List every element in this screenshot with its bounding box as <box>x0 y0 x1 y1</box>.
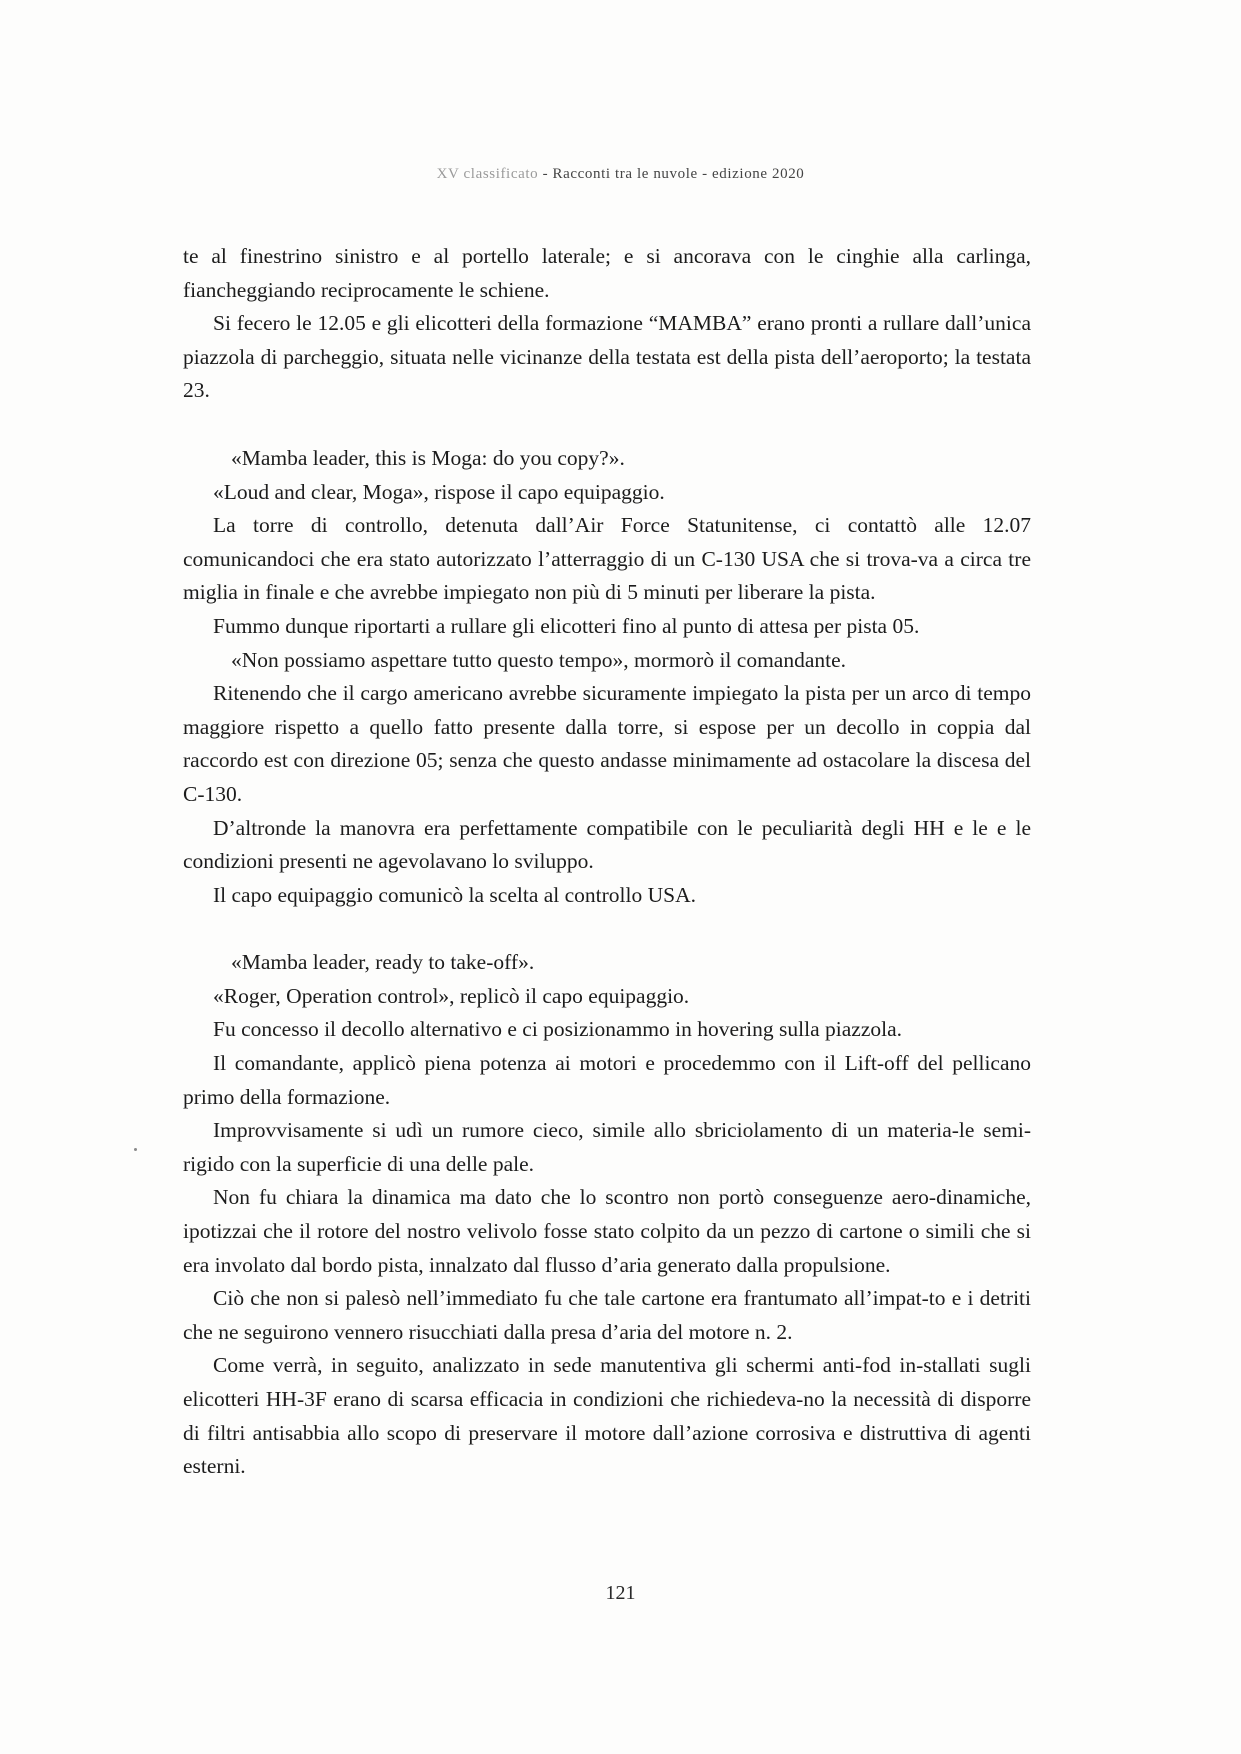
running-header <box>0 166 1241 183</box>
dialogue-line: «Roger, Operation control», replicò il capo equipaggio. <box>213 983 690 1008</box>
paragraph: Come verrà, in seguito, analizzato in sede manutentiva gli schermi anti-fod in-stallati sugli elicotteri HH-3F erano di scarsa efficacia in condizioni che richiedeva-no la necessità di disporre di filtri antisabbia allo scopo di preservare il motore dall’azione corrosiva e distruttiva di agenti esterni. <box>183 1353 1031 1479</box>
header-separator: - <box>538 166 553 182</box>
paragraph: Ritenendo che il cargo americano avrebbe sicuramente impiegato la pista per un arco di tempo maggiore rispetto a quello fatto presente dalla torre, si espose per un decollo in coppia dal raccordo est con direzione 05; senza che questo andasse minimamente ad ostacolare la discesa del C-130. <box>183 681 1031 806</box>
paragraph: D’altronde la manovra era perfettamente compatibile con le peculiarità degli HH e le e le condizioni presenti ne agevolavano lo sviluppo. <box>183 815 1031 874</box>
header-rank: XV classificato <box>436 166 539 182</box>
page-number: 121 <box>605 1582 636 1604</box>
dialogue-line: «Mamba leader, this is Moga: do you copy?». <box>231 445 625 470</box>
paragraph: Fummo dunque riportarti a rullare gli elicotteri fino al punto di attesa per pista 05. <box>213 613 920 638</box>
paragraph: Fu concesso il decollo alternativo e ci posizionammo in hovering sulla piazzola. <box>213 1017 903 1042</box>
paragraph: te al finestrino sinistro e al portello laterale; e si ancorava con le cinghie alla carlinga, fiancheggiando reciprocamente le schiene. <box>183 244 1031 302</box>
header-separator: - <box>697 166 713 182</box>
dialogue-line: «Non possiamo aspettare tutto questo tempo», mormorò il comandante. <box>231 647 847 672</box>
header-edition: edizione 2020 <box>712 166 805 182</box>
paragraph: Ciò che non si palesò nell’immediato fu che tale cartone era frantumato all’impat-to e i detriti che ne seguirono vennero risucchiati dalla presa d’aria del motore n. 2. <box>183 1286 1031 1344</box>
scan-speck <box>134 1148 137 1151</box>
paragraph: Non fu chiara la dinamica ma dato che lo scontro non portò conseguenze aero-dinamiche, ipotizzai che il rotore del nostro velivolo fosse stato colpito da un pezzo di cartone o simili che si era involato dal bordo pista, innalzato dal flusso d’aria generato dalla propulsione. <box>183 1185 1031 1277</box>
paragraph: Si fecero le 12.05 e gli elicotteri della formazione “MAMBA” erano pronti a rullare dall’unica piazzola di parcheggio, situata nelle vicinanze della testata est della pista dell’aeroporto; la testata 23. <box>183 311 1031 403</box>
dialogue-line: «Loud and clear, Moga», rispose il capo equipaggio. <box>213 479 665 504</box>
body-text <box>183 240 1031 1484</box>
dialogue-line: «Mamba leader, ready to take-off». <box>231 950 535 975</box>
paragraph: Improvvisamente si udì un rumore cieco, simile allo sbriciolamento di un materia-le semi-rigido con la superficie di una delle pale. <box>183 1118 1031 1176</box>
header-title: Racconti tra le nuvole <box>552 166 698 182</box>
paragraph: Il capo equipaggio comunicò la scelta al controllo USA. <box>213 882 697 907</box>
paragraph: Il comandante, applicò piena potenza ai motori e procedemmo con il Lift-off del pellicano primo della formazione. <box>183 1051 1031 1109</box>
paragraph: La torre di controllo, detenuta dall’Air Force Statunitense, ci contattò alle 12.07 comunicandoci che era stato autorizzato l’atterraggio di un C-130 USA che si trova-va a circa tre miglia in finale e che avrebbe impiegato non più di 5 minuti per liberare la pista. <box>183 513 1031 605</box>
